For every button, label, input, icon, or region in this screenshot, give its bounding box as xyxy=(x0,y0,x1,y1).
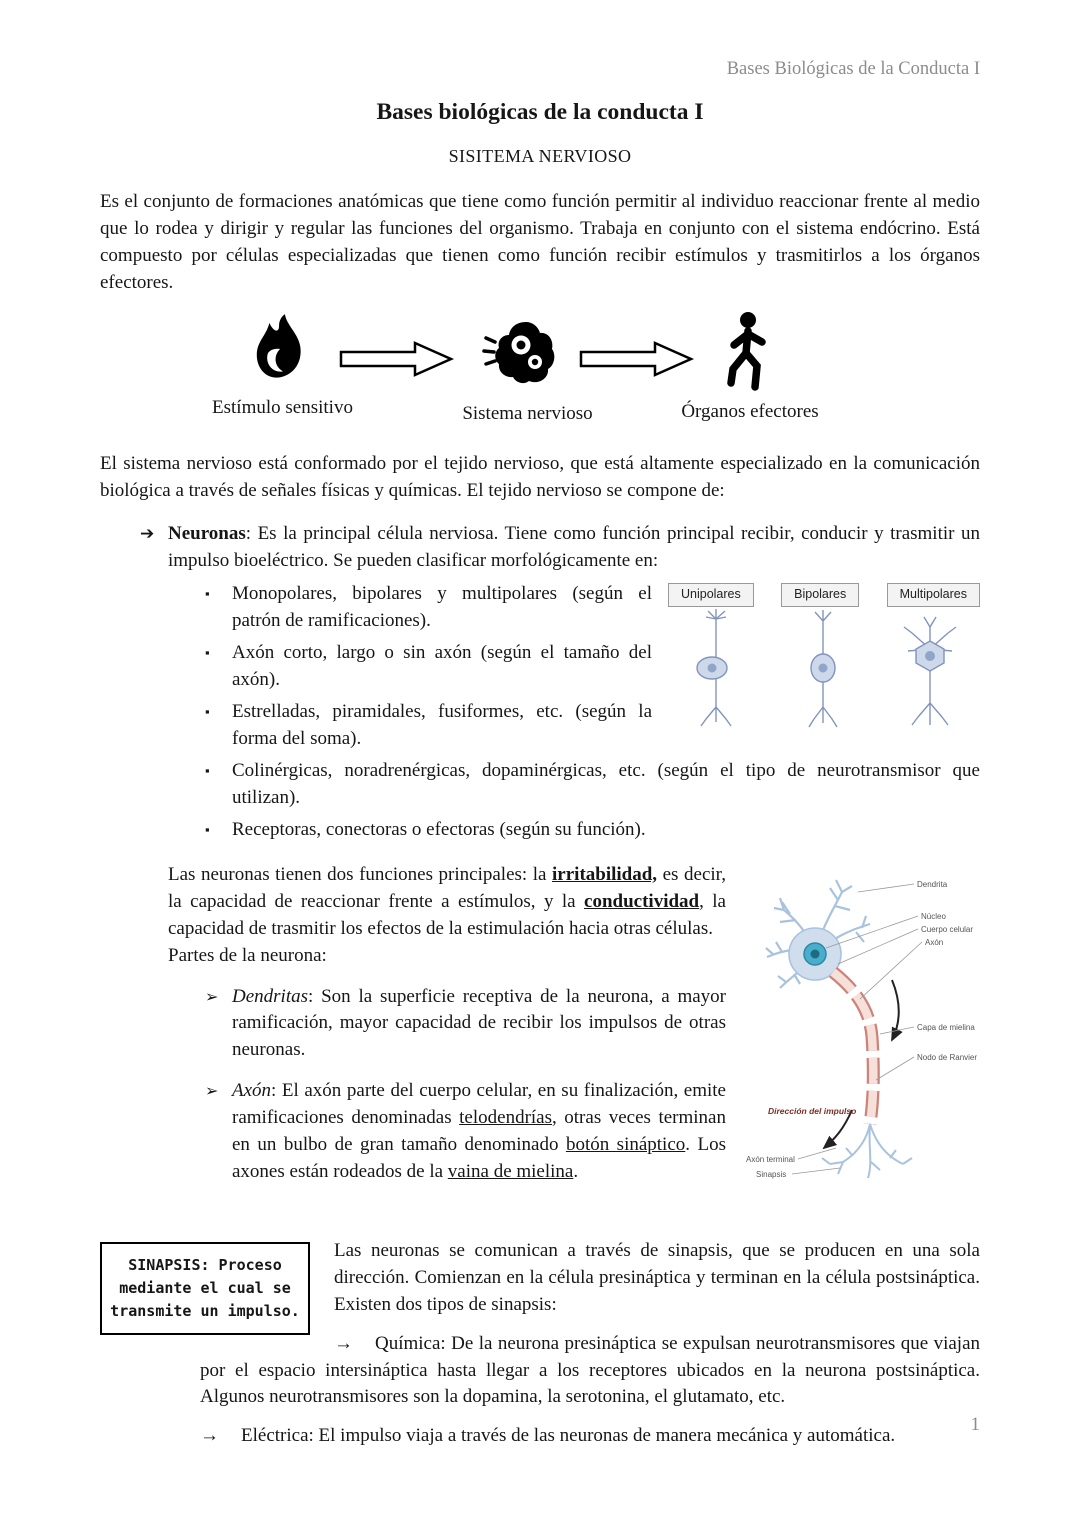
axon-text: , otras veces terminan en un bulbo de gran tamaño denominado xyxy=(232,1107,726,1156)
page-title: Bases biológicas de la conducta I xyxy=(376,99,704,126)
sinapsis-section xyxy=(100,1238,980,1451)
list-item xyxy=(100,758,980,812)
sinapsis-box-term: SINAPSIS: xyxy=(128,1255,210,1274)
label-multipolares: Multipolares xyxy=(887,583,980,607)
walking-person-icon xyxy=(718,311,774,391)
neuron-types-labels xyxy=(668,583,980,607)
quimica-text: Química: De la neurona presináptica se expulsan neurotransmisores que viajan por el espacio intersináptica hasta llegar a los receptores ubicados en la neurona postsináptica. Algunos neurotransmisores son la dopamina, la serotonina, el glutamato, etc. xyxy=(200,1332,980,1408)
pointer-bullet-icon: ➢ xyxy=(205,1081,219,1101)
neuronas-sub-list xyxy=(100,581,980,844)
partes-heading: Partes de la neurona: xyxy=(168,944,327,966)
diagram-label-cuerpo-celular: Cuerpo celular xyxy=(921,924,974,934)
label-unipolares: Unipolares xyxy=(668,583,754,607)
quimica-item xyxy=(100,1331,980,1412)
functions-section xyxy=(100,862,980,1218)
flow-label-organos: Órganos efectores xyxy=(681,401,819,423)
pointer-bullet-icon: ➢ xyxy=(205,986,219,1006)
square-bullet-icon: ▪ xyxy=(205,585,210,601)
diagram-label-nucleo: Núcleo xyxy=(921,911,946,921)
neuron-types-figure xyxy=(668,583,980,735)
sub-bullet-text: Receptoras, conectoras o efectoras (según su función). xyxy=(232,818,646,840)
axon-text: : El axón parte del cuerpo celular, en su finalización, emite ramificaciones denominadas xyxy=(232,1080,726,1129)
sub-bullet-text: Colinérgicas, noradrenérgicas, dopaminérgicas, etc. (según el tipo de neurotransmisor que utilizan). xyxy=(232,759,980,808)
conductividad-term: conductividad xyxy=(584,890,700,912)
diagram-label-nodo-ranvier: Nodo de Ranvier xyxy=(917,1052,978,1062)
diagram-label-direccion-impulso: Dirección del impulso xyxy=(768,1105,857,1116)
axon-text: . Los axones están rodeados de la xyxy=(232,1134,726,1183)
flow-label-estimulo: Estímulo sensitivo xyxy=(212,397,353,419)
intro-paragraph: Es el conjunto de formaciones anatómicas que tiene como función permitir al individuo reaccionar frente al medio que lo rodea y dirigir y regular las funciones del organismo. Trabaja en conjunto con el sistema endócrino. Está compuesto por células especializadas que tienen como función recibir estímulos y trasmitirlos a los órganos efectores. xyxy=(100,191,980,294)
sub-bullet-text: Monopolares, bipolares y multipolares (según el patrón de ramificaciones). xyxy=(232,582,652,631)
diagram-label-axon: Axón xyxy=(925,937,944,947)
flame-icon xyxy=(250,311,312,389)
vaina-mielina-term: vaina de mielina xyxy=(447,1161,574,1183)
page-subtitle: SISITEMA NERVIOSO xyxy=(448,145,632,166)
sub-bullet-text: Estrelladas, piramidales, fusiformes, etc. (según la forma del soma). xyxy=(232,700,652,749)
telodendrias-term: telodendrías xyxy=(459,1107,552,1129)
page-number: 1 xyxy=(970,1414,980,1435)
right-block-arrow-icon xyxy=(335,339,457,379)
square-bullet-icon: ▪ xyxy=(205,644,210,660)
dendritas-desc: : Son la superficie receptiva de la neurona, a mayor ramificación, mayor capacidad de recibir los impulsos de otras neuronas. xyxy=(232,985,726,1061)
brain-gears-icon xyxy=(482,317,562,387)
neuronas-term: Neuronas xyxy=(168,522,246,544)
neuron-anatomy-figure xyxy=(740,862,980,1212)
square-bullet-icon: ▪ xyxy=(205,762,210,778)
list-item xyxy=(100,817,980,844)
dendritas-term: Dendritas xyxy=(232,985,308,1007)
sinapsis-paragraph: Las neuronas se comunican a través de sinapsis, que se producen en una sola dirección. Comienzan en la célula presináptica y terminan en la célula postsináptica. Existen dos tipos de sinapsis: xyxy=(334,1239,980,1315)
diagram-label-axon-terminal: Axón terminal xyxy=(746,1154,795,1164)
boton-sinaptico-term: botón sináptico xyxy=(565,1134,686,1156)
electrica-item xyxy=(100,1423,980,1450)
diagram-label-capa-mielina: Capa de mielina xyxy=(917,1022,975,1032)
diagram-label-sinapsis: Sinapsis xyxy=(756,1169,787,1179)
neuronas-desc: : Es la principal célula nerviosa. Tiene como función principal recibir, conducir y trasmitir un impulso bioeléctrico. Se pueden clasificar morfológicamente en: xyxy=(168,522,980,571)
functions-text: es decir, la capacidad de reaccionar frente a estímulos, y la xyxy=(168,863,726,912)
neuronas-list-item xyxy=(100,521,980,575)
label-bipolares: Bipolares xyxy=(781,583,859,607)
irritabilidad-term: irritabilidad, xyxy=(552,863,658,885)
right-arrow-bullet-icon: → xyxy=(334,1332,353,1354)
sinapsis-note-box xyxy=(100,1242,310,1336)
sub-bullet-text: Axón corto, largo o sin axón (según el tamaño del axón). xyxy=(232,641,652,690)
right-arrow-bullet-icon: → xyxy=(200,1425,219,1447)
neuron-types-sketch xyxy=(668,607,980,732)
functions-text: Las neuronas tienen dos funciones principales: la xyxy=(168,863,553,885)
running-header: Bases Biológicas de la Conducta I xyxy=(726,59,980,79)
tejido-paragraph: El sistema nervioso está conformado por el tejido nervioso, que está altamente especializado en la comunicación biológica a través de señales físicas y químicas. El tejido nervioso se compone de: xyxy=(100,453,980,502)
square-bullet-icon: ▪ xyxy=(205,703,210,719)
square-bullet-icon: ▪ xyxy=(205,821,210,837)
flow-diagram xyxy=(100,311,980,431)
flow-label-sistema: Sistema nervioso xyxy=(462,403,593,425)
functions-text: , la capacidad de trasmitir los efectos de la estimulación hacia otras células. xyxy=(168,890,726,939)
arrow-bullet-icon: ➔ xyxy=(140,523,155,544)
diagram-label-dendrita: Dendrita xyxy=(917,879,948,889)
sinapsis-box-text: Proceso mediante el cual se transmite un impulso. xyxy=(110,1255,300,1321)
electrica-text: Eléctrica: El impulso viaja a través de las neuronas de manera mecánica y automática. xyxy=(241,1425,896,1447)
right-block-arrow-icon xyxy=(575,339,697,379)
axon-text: . xyxy=(573,1161,579,1183)
axon-term: Axón xyxy=(232,1080,272,1102)
